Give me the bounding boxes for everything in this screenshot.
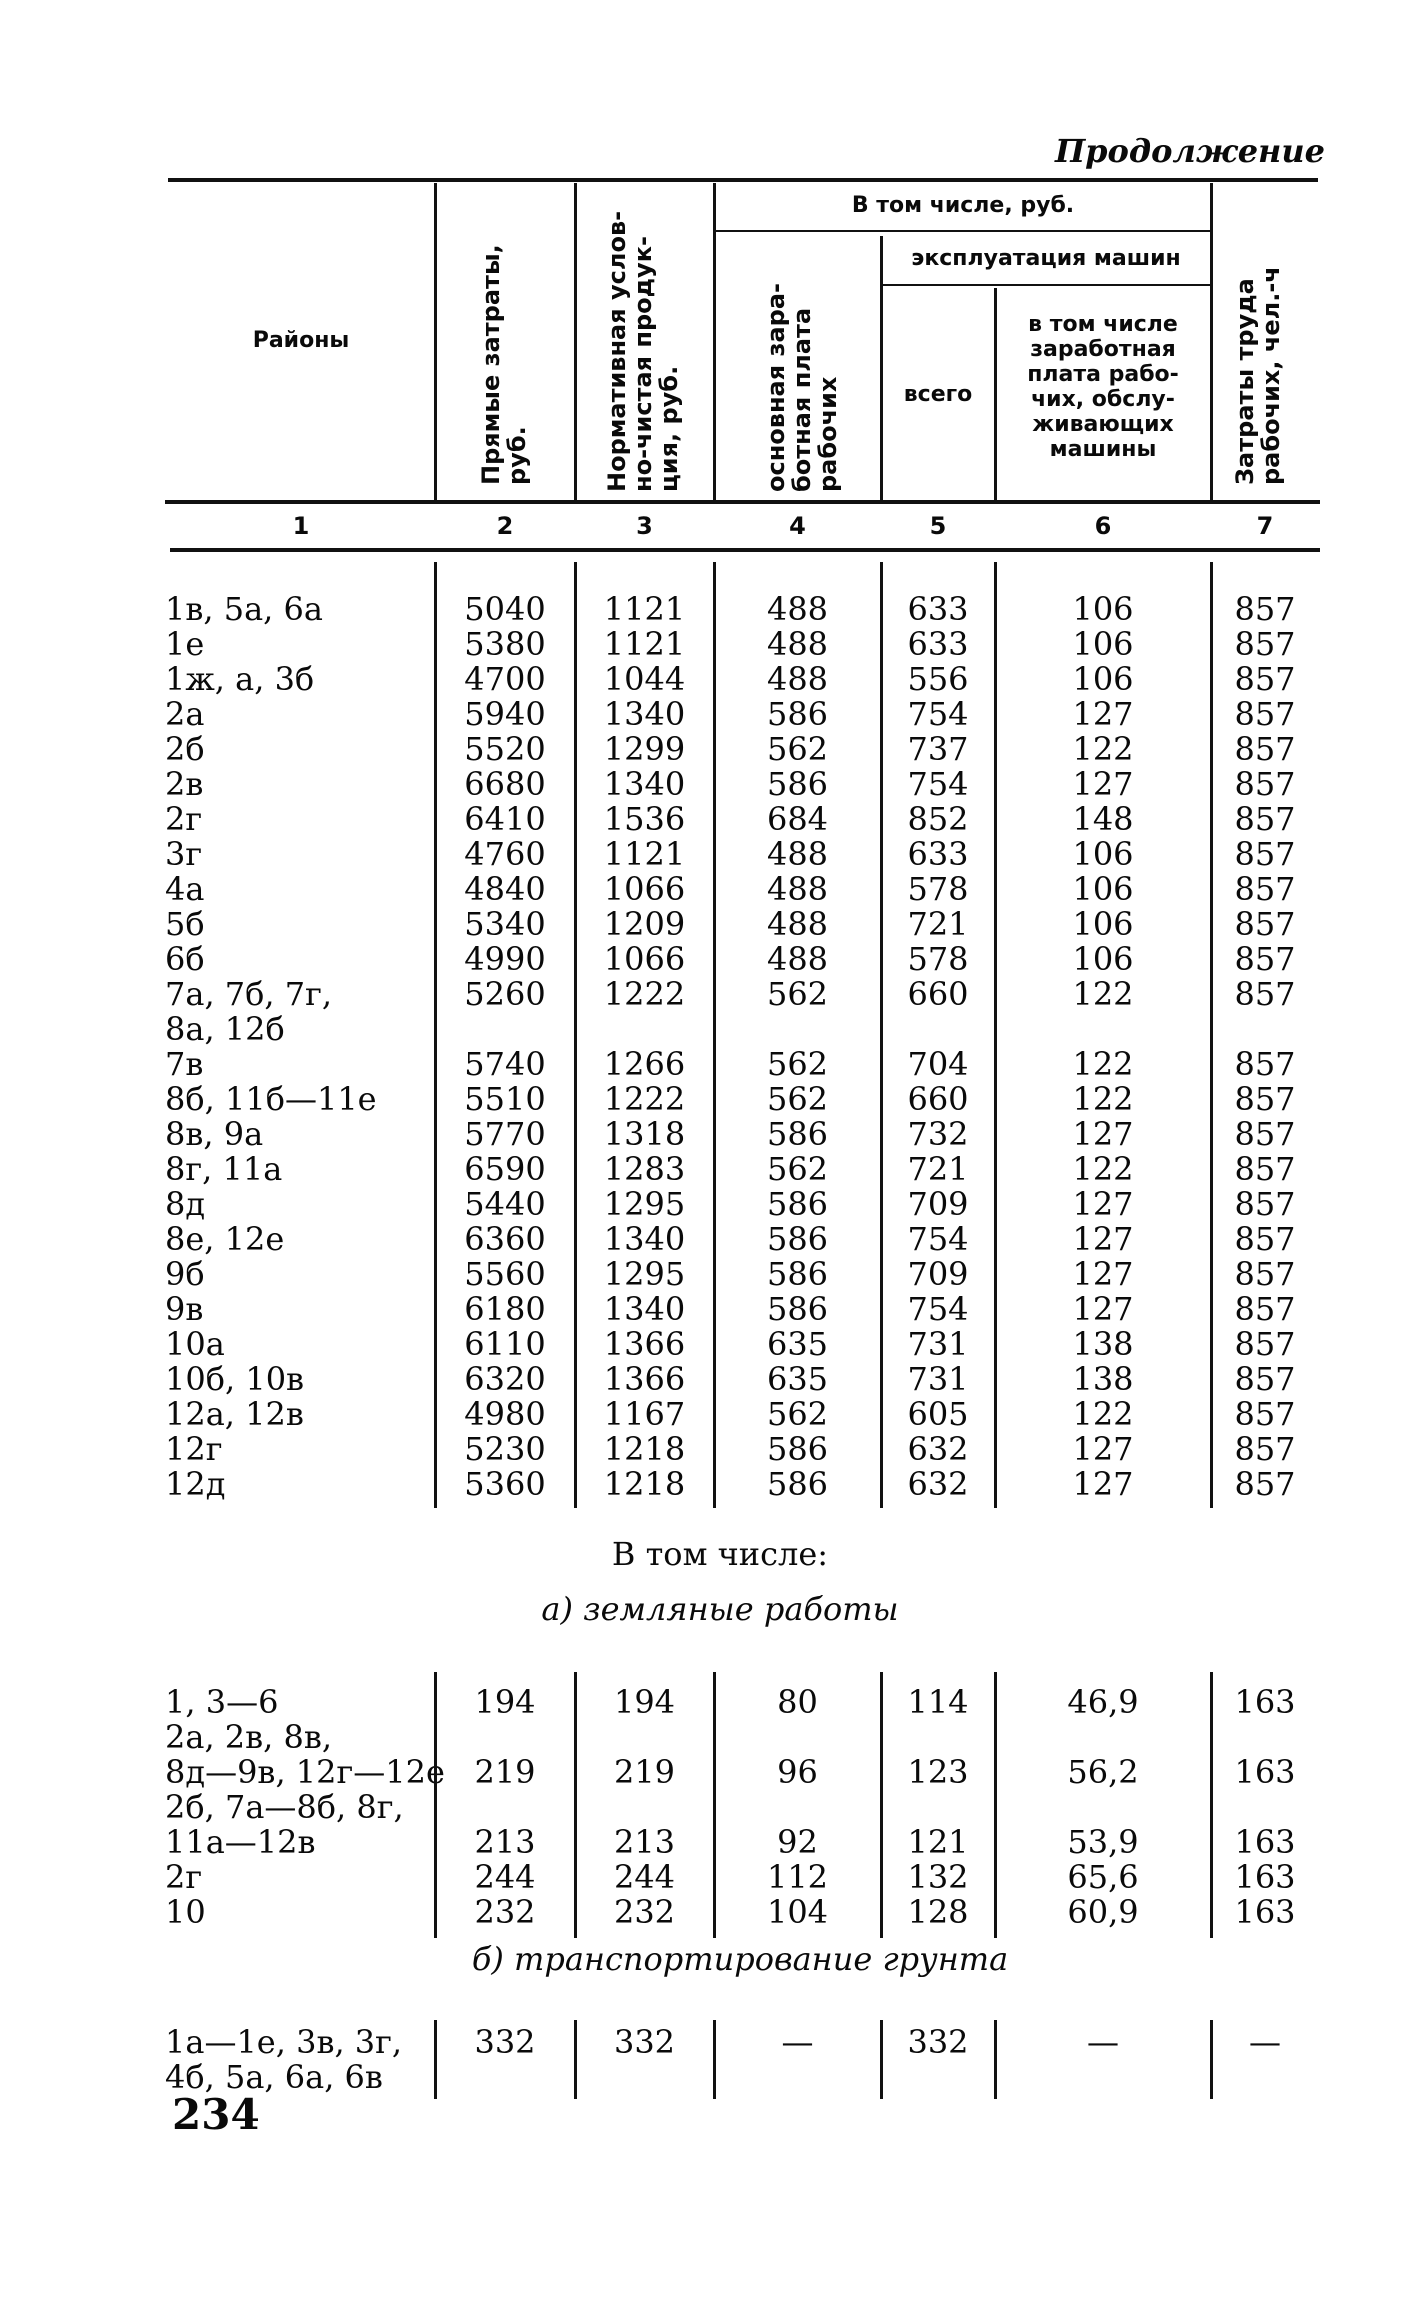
table-row-name: 12г — [165, 1430, 223, 1468]
section-b-row-name: 1а—1е, 3в, 3г, — [165, 2023, 403, 2061]
table-row-value: 1121 — [603, 590, 686, 628]
group-rule — [715, 230, 1210, 232]
table-row-value: 5380 — [464, 625, 546, 663]
table-row-name: 2г — [165, 800, 203, 838]
table-row-value: 1266 — [603, 1045, 686, 1083]
section-a-row-value: 112 — [766, 1858, 829, 1896]
table-row-name: 6б — [165, 940, 205, 978]
header-col7: Затраты труда рабочих, чел.-ч — [1231, 266, 1285, 485]
table-row-value: 578 — [907, 940, 969, 978]
table-row-value: 1121 — [603, 625, 686, 663]
table-row-name: 8д — [165, 1185, 206, 1223]
column-number-rule — [170, 548, 1320, 552]
table-row-value: 127 — [1072, 1220, 1134, 1258]
header-subgroup: эксплуатация машин — [911, 246, 1181, 271]
table-row-value: 127 — [1072, 1430, 1134, 1468]
section-a-row-value: 132 — [907, 1858, 969, 1896]
section-a-row-name: 8д—9в, 12г—12е — [165, 1753, 445, 1791]
column-number: 4 — [789, 512, 806, 540]
section-b-row-value: 332 — [907, 2023, 969, 2061]
table-row-value: 857 — [1234, 800, 1296, 838]
table-row-value: 857 — [1234, 1045, 1296, 1083]
table-row-name: 10б, 10в — [165, 1360, 305, 1398]
table-row-value: 127 — [1072, 1185, 1134, 1223]
header-divider-1 — [434, 183, 437, 500]
table-row-value: 138 — [1072, 1360, 1134, 1398]
table-row-value: 1366 — [603, 1360, 686, 1398]
table-row-value: 704 — [907, 1045, 969, 1083]
table-row-value: 5040 — [464, 590, 546, 628]
table-row-value: 562 — [766, 1045, 829, 1083]
table-row-value: 1340 — [603, 695, 686, 733]
section-a-row-value: 163 — [1234, 1753, 1296, 1791]
table-row-value: 633 — [907, 590, 969, 628]
section-b-row-value: 332 — [613, 2023, 676, 2061]
table-row-value: 586 — [766, 1465, 829, 1503]
table-row-value: 4840 — [464, 870, 546, 908]
table-row-value: 857 — [1234, 905, 1296, 943]
section-a-row-value: 244 — [613, 1858, 676, 1896]
table-row-value: 4990 — [464, 940, 546, 978]
table-row-value: 5340 — [464, 905, 546, 943]
column-number: 6 — [1094, 512, 1112, 540]
section-a-row-name: 2а, 2в, 8в, — [165, 1718, 333, 1756]
table-row-value: 857 — [1234, 1465, 1296, 1503]
table-row-value: 731 — [907, 1325, 969, 1363]
section-a-row-value: 60,9 — [1067, 1893, 1139, 1931]
table-row-value: 586 — [766, 1115, 829, 1153]
table-row-value: 1366 — [603, 1325, 686, 1363]
table-row-name: 1е — [165, 625, 205, 663]
subgroup-rule — [882, 284, 1210, 286]
table-row-value: 586 — [766, 1255, 829, 1293]
table-row-value: 5230 — [464, 1430, 546, 1468]
table-row-value: 127 — [1072, 1465, 1134, 1503]
section-a-row-value: 194 — [474, 1683, 536, 1721]
table-row-value: 586 — [766, 1290, 829, 1328]
table-row-value: 1283 — [603, 1150, 686, 1188]
header-divider-4 — [880, 236, 883, 500]
table-row-value: 562 — [766, 1150, 829, 1188]
table-row-value: 488 — [766, 870, 829, 908]
column-divider — [434, 562, 437, 1508]
header-divider-2 — [574, 183, 577, 500]
table-row-value: 754 — [907, 695, 969, 733]
table-row-value: 5770 — [464, 1115, 546, 1153]
table-row-value: 632 — [907, 1465, 969, 1503]
table-row-value: 857 — [1234, 1395, 1296, 1433]
table-row-value: 106 — [1072, 835, 1134, 873]
header-bottom-rule — [165, 500, 1320, 504]
table-row-value: 122 — [1072, 1045, 1134, 1083]
table-row-name: 1ж, а, 3б — [165, 660, 315, 698]
table-row-value: 754 — [907, 1220, 969, 1258]
section-a-row-value: 65,6 — [1067, 1858, 1139, 1896]
table-row-value: 586 — [766, 695, 829, 733]
section-a-row-value: 114 — [907, 1683, 969, 1721]
table-row-value: 106 — [1072, 625, 1134, 663]
table-row-value: 857 — [1234, 730, 1296, 768]
section-a-title: а) земляные работы — [541, 1590, 899, 1628]
table-row-value: 6110 — [464, 1325, 546, 1363]
table-row-name: 8г, 11а — [165, 1150, 283, 1188]
table-row-value: 586 — [766, 1220, 829, 1258]
section-a-row-name: 11а—12в — [165, 1823, 316, 1861]
table-row-value: 106 — [1072, 905, 1134, 943]
table-row-value: 5360 — [464, 1465, 546, 1503]
table-row-value: 578 — [907, 870, 969, 908]
table-row-value: 660 — [907, 975, 969, 1013]
section-a-row-value: 163 — [1234, 1683, 1296, 1721]
section-b-divider — [880, 2020, 883, 2099]
page-number: 234 — [172, 2090, 260, 2139]
table-row-value: 737 — [907, 730, 969, 768]
table-row-name: 10а — [165, 1325, 225, 1363]
section-b-divider — [434, 2020, 437, 2099]
section-a-divider — [880, 1672, 883, 1938]
table-row-value: 106 — [1072, 870, 1134, 908]
table-row-value: 857 — [1234, 1080, 1296, 1118]
section-a-row-name: 2г — [165, 1858, 203, 1896]
table-row-value: 1209 — [603, 905, 686, 943]
table-row-value: 586 — [766, 1430, 829, 1468]
section-a-row-value: 46,9 — [1067, 1683, 1139, 1721]
table-row-name: 8в, 9а — [165, 1115, 264, 1153]
table-row-value: 127 — [1072, 1290, 1134, 1328]
table-row-value: 1044 — [603, 660, 686, 698]
table-row-value: 4700 — [464, 660, 546, 698]
table-row-value: 562 — [766, 1080, 829, 1118]
table-row-value: 857 — [1234, 1220, 1296, 1258]
column-number: 1 — [292, 512, 310, 540]
table-row-value: 857 — [1234, 590, 1296, 628]
column-number: 3 — [636, 512, 653, 540]
section-a-divider — [434, 1672, 437, 1938]
section-a-row-name: 1, 3—6 — [165, 1683, 279, 1721]
section-a-row-value: 213 — [613, 1823, 676, 1861]
table-row-value: 488 — [766, 940, 829, 978]
table-row-name: 8а, 12б — [165, 1010, 285, 1048]
table-row-value: 586 — [766, 1185, 829, 1223]
section-a-row-value: 232 — [613, 1893, 676, 1931]
table-row-value: 6320 — [464, 1360, 546, 1398]
table-row-value: 857 — [1234, 1150, 1296, 1188]
table-row-value: 5740 — [464, 1045, 546, 1083]
table-row-value: 106 — [1072, 590, 1134, 628]
table-row-value: 5440 — [464, 1185, 546, 1223]
table-row-value: 1222 — [603, 975, 686, 1013]
table-row-value: 562 — [766, 1395, 829, 1433]
header-col3: Нормативная услов- но-чистая продук- ция, руб. — [603, 210, 683, 492]
table-row-value: 857 — [1234, 1360, 1296, 1398]
table-row-value: 6680 — [464, 765, 546, 803]
column-divider — [880, 562, 883, 1508]
continued-label: Продолжение — [1054, 132, 1325, 170]
section-b-divider — [1210, 2020, 1213, 2099]
table-row-value: 1340 — [603, 765, 686, 803]
section-a-row-value: 104 — [766, 1893, 829, 1931]
table-row-value: 122 — [1072, 1150, 1134, 1188]
table-row-value: 721 — [907, 905, 969, 943]
section-a-row-value: 96 — [777, 1753, 818, 1791]
table-row-value: 857 — [1234, 975, 1296, 1013]
table-row-name: 5б — [165, 905, 205, 943]
table-row-value: 586 — [766, 765, 829, 803]
table-row-value: 122 — [1072, 1080, 1134, 1118]
section-b-divider — [713, 2020, 716, 2099]
table-row-name: 9в — [165, 1290, 204, 1328]
table-row-value: 605 — [907, 1395, 969, 1433]
section-b-row-value: — — [781, 2023, 814, 2061]
section-a-row-value: 244 — [474, 1858, 536, 1896]
table-row-value: 562 — [766, 730, 829, 768]
section-b-row-value: — — [1087, 2023, 1119, 2061]
table-row-value: 721 — [907, 1150, 969, 1188]
table-row-name: 12а, 12в — [165, 1395, 304, 1433]
table-row-name: 1в, 5а, 6а — [165, 590, 323, 628]
table-row-value: 488 — [766, 660, 829, 698]
table-row-value: 122 — [1072, 730, 1134, 768]
table-row-value: 122 — [1072, 975, 1134, 1013]
table-row-value: 732 — [907, 1115, 969, 1153]
section-a-row-value: 163 — [1234, 1823, 1296, 1861]
table-row-value: 1167 — [603, 1395, 686, 1433]
table-row-value: 1295 — [603, 1255, 686, 1293]
section-a-row-value: 92 — [777, 1823, 818, 1861]
header-divider-3 — [713, 183, 716, 500]
table-row-name: 2б — [165, 730, 205, 768]
section-b-title: б) транспортирование грунта — [471, 1940, 1009, 1978]
table-row-name: 3г — [165, 835, 203, 873]
section-a-row-name: 10 — [165, 1893, 206, 1931]
column-divider — [994, 562, 997, 1508]
table-row-value: 852 — [907, 800, 969, 838]
section-a-row-name: 2б, 7а—8б, 8г, — [165, 1788, 404, 1826]
table-row-value: 127 — [1072, 765, 1134, 803]
section-a-row-value: 121 — [907, 1823, 969, 1861]
table-row-value: 1318 — [603, 1115, 686, 1153]
header-divider-6 — [1210, 183, 1213, 500]
table-row-value: 148 — [1072, 800, 1134, 838]
table-row-value: 138 — [1072, 1325, 1134, 1363]
table-row-value: 5260 — [464, 975, 546, 1013]
section-b-row-value: — — [1249, 2023, 1281, 2061]
header-col2: Прямые затраты, руб. — [477, 244, 531, 485]
column-divider — [713, 562, 716, 1508]
table-row-value: 857 — [1234, 1115, 1296, 1153]
section-a-divider — [574, 1672, 577, 1938]
table-row-value: 488 — [766, 590, 829, 628]
table-row-value: 5940 — [464, 695, 546, 733]
section-a-row-value: 213 — [474, 1823, 536, 1861]
table-row-value: 857 — [1234, 1325, 1296, 1363]
table-row-value: 488 — [766, 625, 829, 663]
table-row-value: 660 — [907, 1080, 969, 1118]
section-a-row-value: 163 — [1234, 1893, 1296, 1931]
section-a-row-value: 219 — [613, 1753, 676, 1791]
section-b-row-name: 4б, 5а, 6а, 6в — [165, 2058, 383, 2096]
section-b-row-value: 332 — [474, 2023, 536, 2061]
section-a-row-value: 56,2 — [1067, 1753, 1139, 1791]
table-row-value: 488 — [766, 905, 829, 943]
table-row-value: 709 — [907, 1185, 969, 1223]
table-row-value: 6410 — [464, 800, 546, 838]
table-row-value: 5510 — [464, 1080, 546, 1118]
table-row-value: 632 — [907, 1430, 969, 1468]
table-row-name: 9б — [165, 1255, 205, 1293]
section-a-divider — [1210, 1672, 1213, 1938]
section-a-row-value: 80 — [777, 1683, 818, 1721]
section-a-divider — [713, 1672, 716, 1938]
table-row-name: 12д — [165, 1465, 226, 1503]
table-row-value: 754 — [907, 1290, 969, 1328]
table-row-value: 127 — [1072, 695, 1134, 733]
table-row-name: 7в — [165, 1045, 204, 1083]
column-number: 2 — [496, 512, 514, 540]
table-row-value: 106 — [1072, 660, 1134, 698]
section-a-row-value: 219 — [474, 1753, 536, 1791]
table-row-value: 127 — [1072, 1255, 1134, 1293]
table-row-value: 127 — [1072, 1115, 1134, 1153]
table-row-name: 8е, 12е — [165, 1220, 285, 1258]
table-row-value: 562 — [766, 975, 829, 1013]
section-a-row-value: 123 — [907, 1753, 969, 1791]
table-row-value: 857 — [1234, 940, 1296, 978]
table-row-name: 7а, 7б, 7г, — [165, 975, 333, 1013]
table-row-name: 2в — [165, 765, 204, 803]
section-b-divider — [574, 2020, 577, 2099]
table-row-value: 556 — [907, 660, 969, 698]
section-a-row-value: 128 — [907, 1893, 969, 1931]
column-divider — [574, 562, 577, 1508]
table-row-value: 1218 — [603, 1430, 686, 1468]
section-a-row-value: 232 — [474, 1893, 536, 1931]
table-row-value: 1295 — [603, 1185, 686, 1223]
table-row-value: 635 — [766, 1325, 829, 1363]
table-row-value: 1340 — [603, 1290, 686, 1328]
section-label: В том числе: — [611, 1535, 829, 1573]
table-row-value: 857 — [1234, 660, 1296, 698]
header-col5: всего — [903, 382, 973, 407]
table-row-value: 1066 — [603, 940, 686, 978]
table-row-value: 106 — [1072, 940, 1134, 978]
table-row-value: 6590 — [464, 1150, 546, 1188]
table-row-value: 857 — [1234, 765, 1296, 803]
section-b-divider — [994, 2020, 997, 2099]
table-row-value: 4760 — [464, 835, 546, 873]
table-row-value: 5520 — [464, 730, 546, 768]
table-row-value: 857 — [1234, 1430, 1296, 1468]
table-row-value: 6360 — [464, 1220, 546, 1258]
column-divider — [1210, 562, 1213, 1508]
section-a-row-value: 163 — [1234, 1858, 1296, 1896]
table-row-value: 1121 — [603, 835, 686, 873]
header-col6: в том числе заработная плата рабо- чих, обслу- живающих машины — [1027, 312, 1179, 462]
table-row-value: 5560 — [464, 1255, 546, 1293]
table-row-value: 1222 — [603, 1080, 686, 1118]
table-row-value: 1066 — [603, 870, 686, 908]
column-number: 5 — [929, 512, 947, 540]
table-row-value: 1536 — [603, 800, 686, 838]
table-row-value: 633 — [907, 625, 969, 663]
table-row-name: 8б, 11б—11е — [165, 1080, 377, 1118]
table-row-value: 635 — [766, 1360, 829, 1398]
table-top-rule — [168, 178, 1318, 182]
header-col1: Районы — [252, 328, 350, 353]
section-a-row-value: 194 — [613, 1683, 676, 1721]
header-group: В том числе, руб. — [851, 193, 1075, 218]
column-number: 7 — [1256, 512, 1274, 540]
table-row-value: 1340 — [603, 1220, 686, 1258]
table-row-value: 4980 — [464, 1395, 546, 1433]
table-row-value: 857 — [1234, 835, 1296, 873]
table-row-value: 633 — [907, 835, 969, 873]
table-row-value: 122 — [1072, 1395, 1134, 1433]
table-row-value: 857 — [1234, 1185, 1296, 1223]
header-col4: основная зара- ботная плата рабочих — [762, 283, 842, 492]
table-row-value: 754 — [907, 765, 969, 803]
section-a-divider — [994, 1672, 997, 1938]
table-row-name: 4а — [165, 870, 205, 908]
table-row-value: 709 — [907, 1255, 969, 1293]
table-row-value: 488 — [766, 835, 829, 873]
section-a-row-value: 53,9 — [1067, 1823, 1139, 1861]
table-row-value: 1218 — [603, 1465, 686, 1503]
table-row-name: 2а — [165, 695, 205, 733]
table-row-value: 857 — [1234, 695, 1296, 733]
table-row-value: 857 — [1234, 1290, 1296, 1328]
table-row-value: 857 — [1234, 870, 1296, 908]
table-row-value: 857 — [1234, 1255, 1296, 1293]
table-row-value: 1299 — [603, 730, 686, 768]
table-row-value: 731 — [907, 1360, 969, 1398]
table-row-value: 6180 — [464, 1290, 546, 1328]
table-row-value: 684 — [766, 800, 829, 838]
table-row-value: 857 — [1234, 625, 1296, 663]
